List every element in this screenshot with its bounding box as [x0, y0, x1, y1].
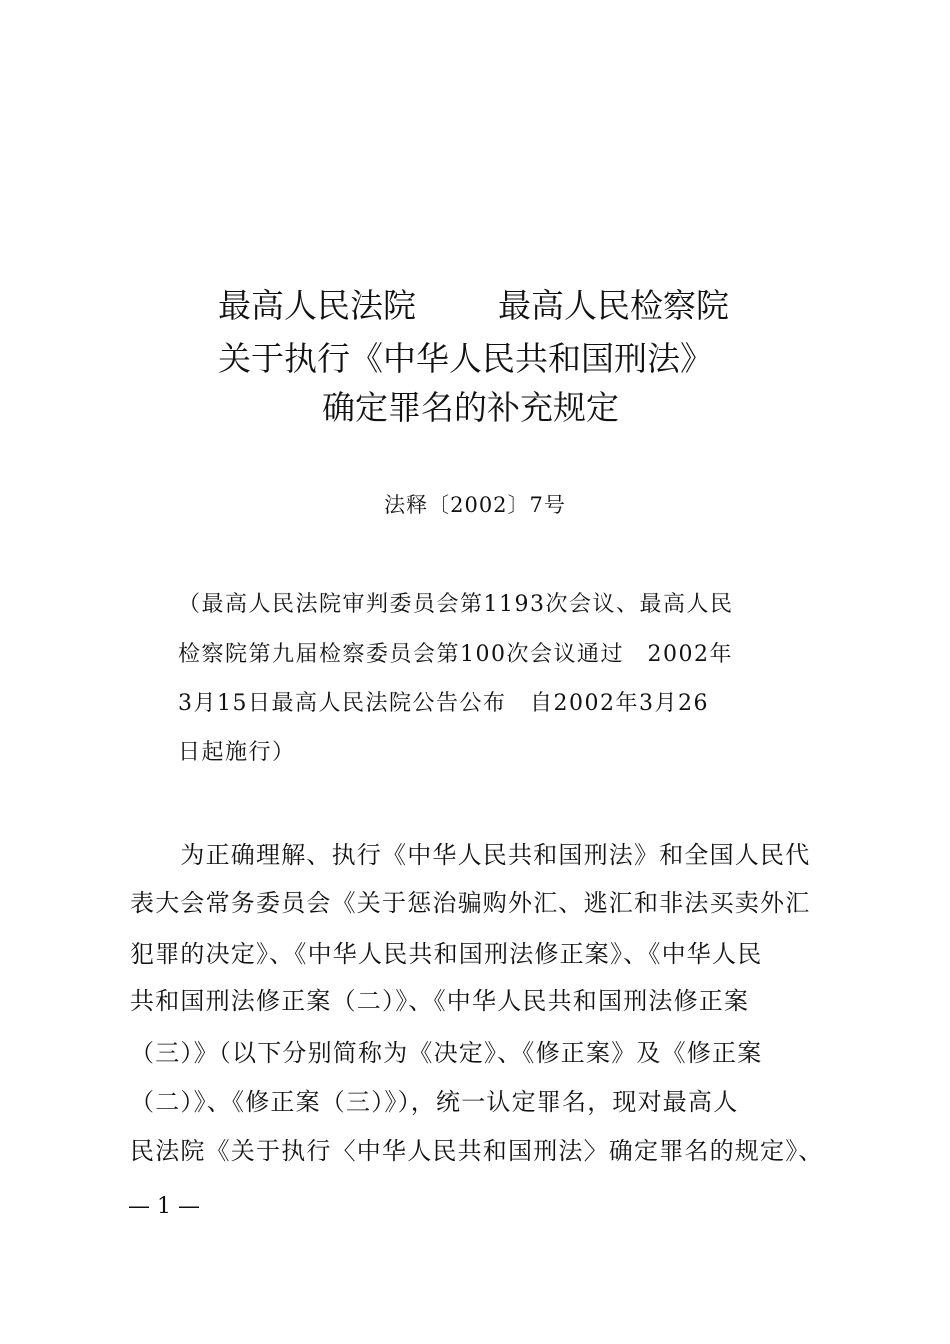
- court-name: 最高人民法院: [218, 286, 416, 325]
- document-number: 法释〔2002〕7号: [384, 493, 566, 517]
- adoption-note-line: （最高人民法院审判委员会第1193次会议、最高人民: [178, 592, 734, 617]
- page-number: — 1 —: [128, 1194, 200, 1219]
- adoption-note-line: 日起施行）: [178, 740, 296, 765]
- body-line: 为正确理解、执行《中华人民共和国刑法》和全国人民代: [130, 841, 811, 869]
- title-line-3: 确定罪名的补充规定: [322, 388, 619, 427]
- body-line: （二）》、《修正案（三）》），统一认定罪名，现对最高人: [130, 1088, 739, 1116]
- body-line: （三）》（以下分别简称为《决定》、《修正案》及《修正案: [130, 1039, 763, 1067]
- body-line: 共和国刑法修正案（二）》、《中华人民共和国刑法修正案: [130, 987, 750, 1015]
- title-line-1: [0, 286, 950, 326]
- body-line: 表大会常务委员会《关于惩治骗购外汇、逃汇和非法买卖外汇: [130, 889, 811, 917]
- title-line-2: 关于执行《中华人民共和国刑法》: [218, 339, 713, 378]
- body-line: 民法院《关于执行〈中华人民共和国刑法〉确定罪名的规定》、: [130, 1137, 824, 1165]
- adoption-note-line: 3月15日最高人民法院公告公布 自2002年3月26: [178, 691, 709, 716]
- body-line: 犯罪的决定》、《中华人民共和国刑法修正案》、《中华人民: [130, 940, 763, 968]
- procuratorate-name: 最高人民检察院: [498, 286, 729, 325]
- adoption-note-line: 检察院第九届检察委员会第100次会议通过 2002年: [178, 642, 733, 667]
